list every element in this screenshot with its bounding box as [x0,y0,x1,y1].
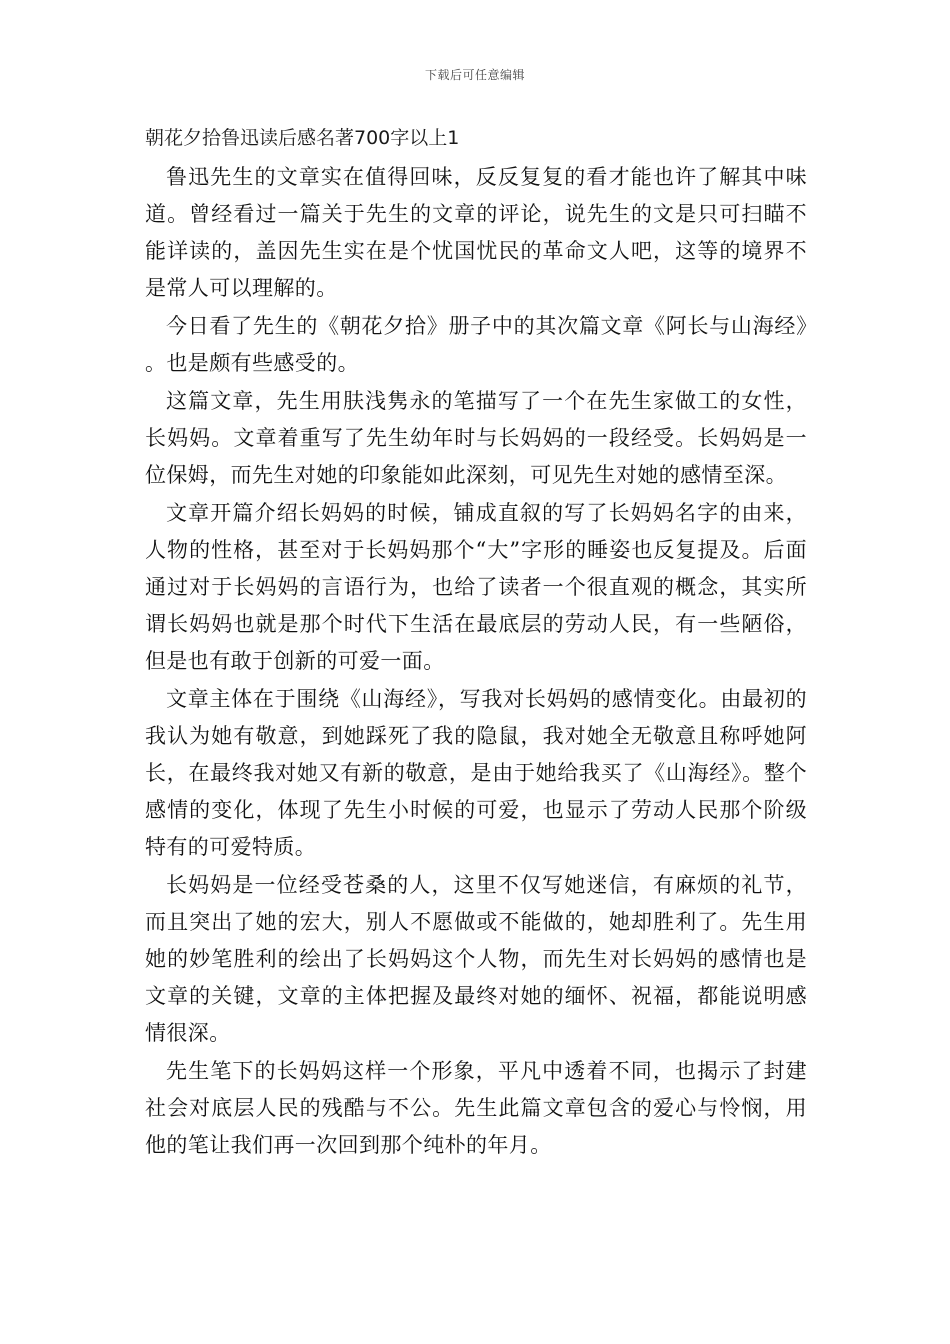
paragraph-4: 文章开篇介绍长妈妈的时候，铺成直叙的写了长妈妈名字的由来，人物的性格，甚至对于长妈妈那个“大”字形的睡姿也反复提及。后面通过对于长妈妈的言语行为，也给了读者一个很直观的概念，其实所谓长妈妈也就是那个时代下生活在最底层的劳动人民，有一些陋俗，但是也有敢于创新的可爱一面。 [145,501,807,673]
document-title: 朝花夕拾鲁迅读后感名著700字以上1 [145,127,460,149]
paragraph-7: 先生笔下的长妈妈这样一个形象，平凡中透着不同，也揭示了封建社会对底层人民的残酷与不公。先生此篇文章包含的爱心与怜悯，用他的笔让我们再一次回到那个纯朴的年月。 [145,1059,807,1157]
document-body [145,121,807,1165]
paragraph-6: 长妈妈是一位经受苍桑的人，这里不仅写她迷信，有麻烦的礼节，而且突出了她的宏大，别人不愿做或不能做的，她却胜利了。先生用她的妙笔胜利的绘出了长妈妈这个人物，而先生对长妈妈的感情也是文章的关键，文章的主体把握及最终对她的缅怀、祝福，都能说明感情很深。 [145,873,807,1045]
page-header: 下载后可任意编辑 [424,68,525,82]
paragraph-2: 今日看了先生的《朝花夕拾》册子中的其次篇文章《阿长与山海经》。也是颇有些感受的。 [145,314,807,375]
paragraph-5: 文章主体在于围绕《山海经》，写我对长妈妈的感情变化。由最初的我认为她有敬意，到她踩死了我的隐鼠，我对她全无敬意且称呼她阿长，在最终我对她又有新的敬意，是由于她给我买了《山海经》。整个感情的变化，体现了先生小时候的可爱，也显示了劳动人民那个阶级特有的可爱特质。 [145,687,807,859]
paragraph-3: 这篇文章，先生用肤浅隽永的笔描写了一个在先生家做工的女性，长妈妈。文章着重写了先生幼年时与长妈妈的一段经受。长妈妈是一位保姆，而先生对她的印象能如此深刻，可见先生对她的感情至深。 [145,389,807,487]
paragraph-1: 鲁迅先生的文章实在值得回味，反反复复的看才能也许了解其中味道。曾经看过一篇关于先生的文章的评论，说先生的文是只可扫瞄不能详读的，盖因先生实在是个忧国忧民的革命文人吧，这等的境界不是常人可以理解的。 [145,165,807,300]
